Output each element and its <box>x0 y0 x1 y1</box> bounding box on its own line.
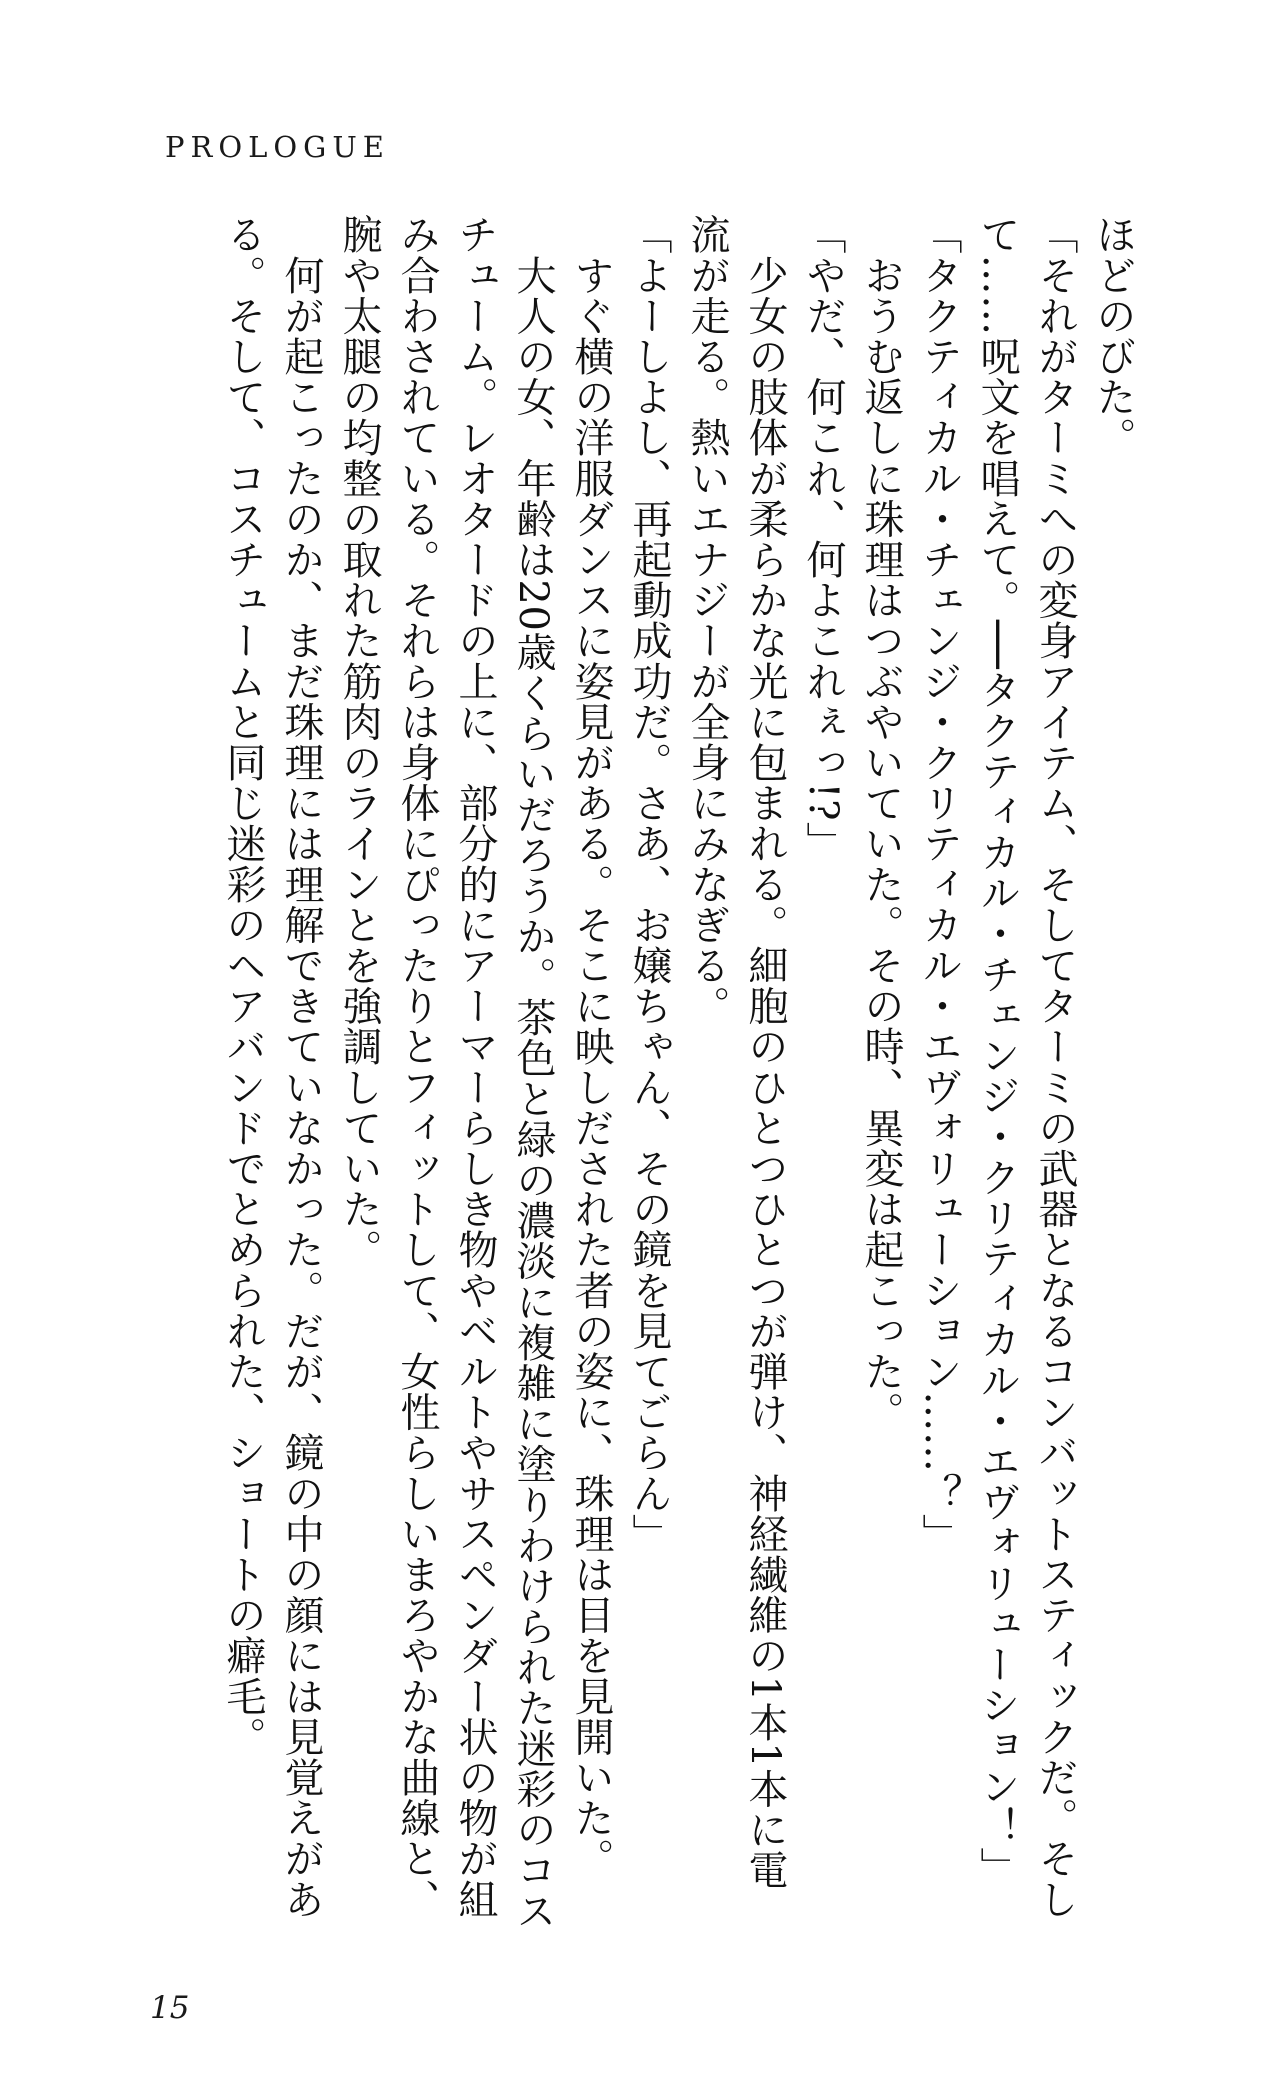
text-line: チューム。レオタードの上に、部分的にアーマーらしき物やベルトやサスペンダー状の物が組 <box>452 214 498 1920</box>
running-head: PROLOGUE <box>165 130 390 164</box>
text-line: 「タクティカル・チェンジ・クリティカル・エヴォリューション……？」 <box>916 214 962 1554</box>
text-line: 腕や太腿の均整の取れた筋肉のラインとを強調していた。 <box>336 214 382 1270</box>
text-line: て……呪文を唱えて。──タクティカル・チェンジ・クリティカル・エヴォリューション！」 <box>974 214 1020 1888</box>
text-line: 「それがターミへの変身アイテム、そしてターミの武器となるコンバットスティックだ。そし <box>1032 214 1078 1920</box>
body-text <box>142 214 1142 1974</box>
text-line: 少女の肢体が柔らかな光に包まれる。細胞のひとつひとつが弾け、神経繊維の1本1本に電 <box>742 214 788 1891</box>
text-line: 「やだ、何これ、何よこれぇっ!?」 <box>800 214 846 862</box>
text-line: 流が走る。熱いエナジーが全身にみなぎる。 <box>684 214 730 1026</box>
text-line: み合わされている。それらは身体にぴったりとフィットして、女性らしいまろやかな曲線と、 <box>394 214 440 1920</box>
text-line: 「よーしよし、再起動成功だ。さあ、お嬢ちゃん、その鏡を見てごらん」 <box>626 214 672 1554</box>
text-line: ほどのびた。 <box>1090 214 1136 458</box>
text-line: おうむ返しに珠理はつぶやいていた。その時、異変は起こった。 <box>858 214 904 1432</box>
text-line: 何が起こったのか、まだ珠理には理解できていなかった。だが、鏡の中の顔には見覚えがあ <box>278 214 324 1920</box>
text-line: 大人の女、年齢は20歳くらいだろうか。茶色と緑の濃淡に複雑に塗りわけられた迷彩のコス <box>510 214 556 1931</box>
text-line: すぐ横の洋服ダンスに姿見がある。そこに映しだされた者の姿に、珠理は目を見開いた。 <box>568 214 614 1879</box>
page-number: 15 <box>150 1990 190 2026</box>
text-line: る。そして、コスチュームと同じ迷彩のヘアバンドでとめられた、ショートの癖毛。 <box>220 214 266 1757</box>
